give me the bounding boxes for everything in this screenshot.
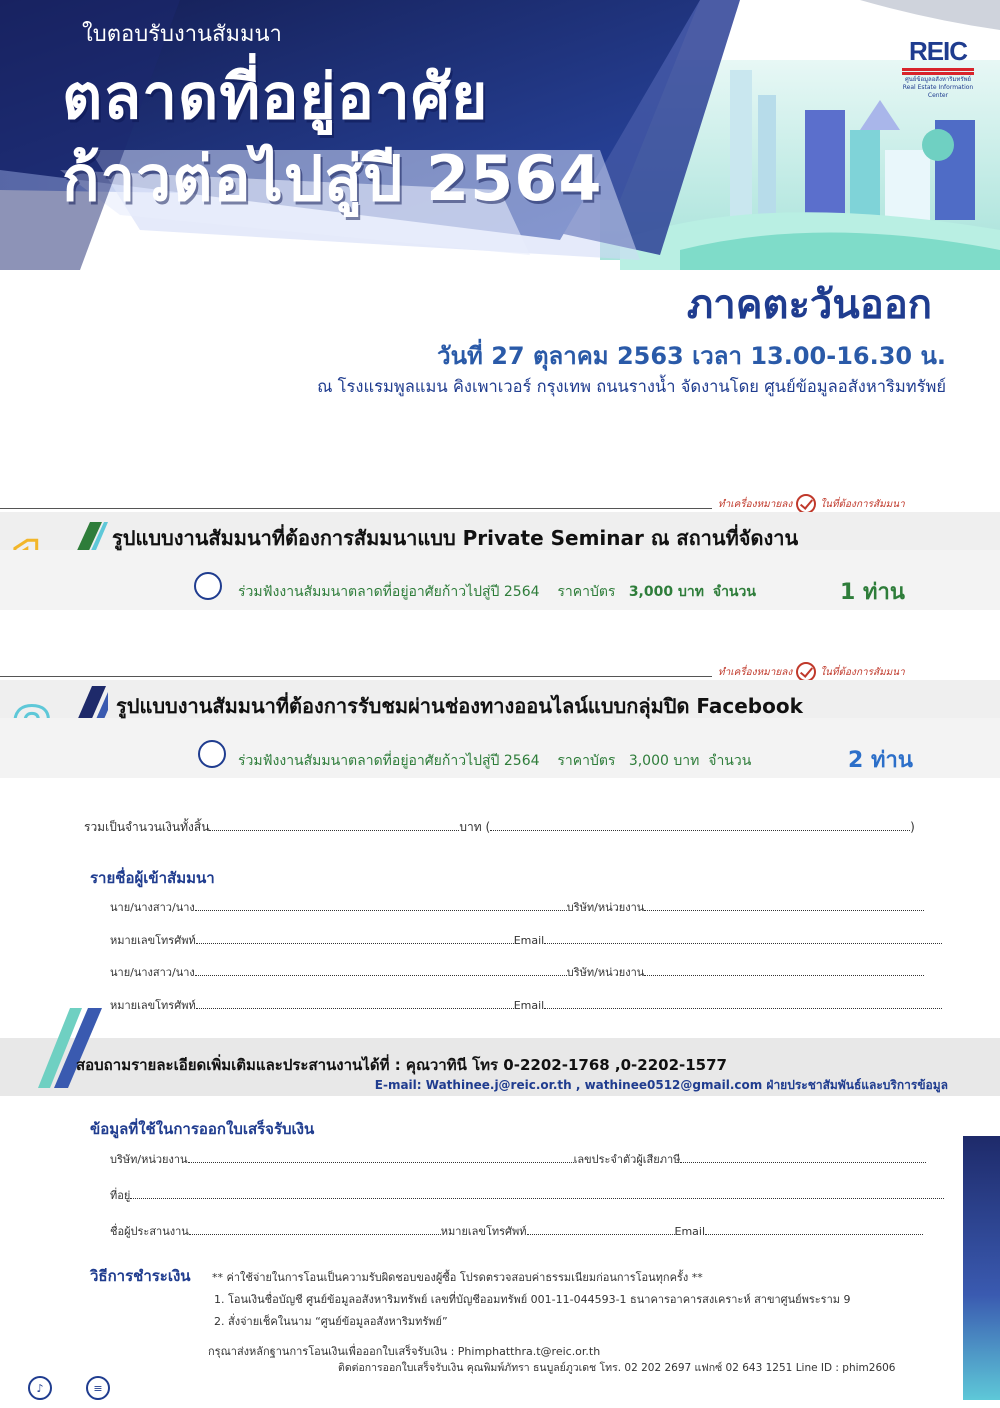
section2-option <box>238 750 751 772</box>
payment-heading: วิธีการชำระเงิน <box>90 1267 191 1285</box>
section2-count: 2 ท่าน <box>848 748 913 773</box>
section2-title: รูปแบบงานสัมมนาที่ต้องการรับชมผ่านช่องทางออนไลน์แบบกลุ่มปิด Facebook <box>116 694 803 718</box>
section1-qty-label: จำนวน <box>712 584 756 600</box>
attendees-heading: รายชื่อผู้เข้าสัมมนา <box>90 869 215 887</box>
section1-mark-note <box>718 494 905 514</box>
payment-proof: กรุณาส่งหลักฐานการโอนเงินเพื่อออกใบเสร็จรับเงิน : Phimphatthra.t@reic.or.th <box>208 1345 601 1358</box>
invoice-coordinator-label: ชื่อผู้ประสานงาน <box>110 1225 189 1238</box>
contact-line2: E-mail: Wathinee.j@reic.or.th , wathinee0512@gmail.com ฝ่ายประชาสัมพันธ์และบริการข้อมูล <box>374 1078 948 1092</box>
logo-subtext-en: Real Estate Information Center <box>902 84 974 99</box>
invoice-email-field[interactable] <box>705 1225 923 1235</box>
attendee2-company-field[interactable] <box>644 966 924 976</box>
total-unit: บาท ( <box>459 820 491 834</box>
section2-price: 3,000 บาท <box>628 753 700 769</box>
main-title-line2: ก้าวต่อไปสู่ปี 2564 <box>62 142 603 215</box>
check-icon <box>796 494 816 514</box>
region-title: ภาคตะวันออก <box>686 282 932 328</box>
section2-rule <box>0 676 712 677</box>
total-label: รวมเป็นจำนวนเงินทั้งสิ้น <box>84 820 210 834</box>
total-amount-row <box>84 818 915 837</box>
invoice-tax-label: เลขประจำตัวผู้เสียภาษี <box>573 1153 681 1166</box>
attendee2-name-row <box>110 963 924 981</box>
attendee1-email-field[interactable] <box>544 934 942 944</box>
invoice-address-field[interactable] <box>130 1189 944 1199</box>
invoice-company-label: บริษัท/หน่วยงาน <box>110 1153 188 1166</box>
section1-price-label: ราคาบัตร <box>557 584 616 600</box>
logo-mark: REIC <box>908 36 968 66</box>
attendee1-contact-row <box>110 931 942 949</box>
section2-radio[interactable] <box>198 740 226 768</box>
receipt-contact: ติดต่อการออกใบเสร็จรับเงิน คุณพิมพ์ภัทรา ธนบูลย์ภูวเดช โทร. 02 202 2697 แฟกซ์ 02 643 1251 Line ID : phim2606 <box>338 1362 896 1374</box>
section1-count: 1 ท่าน <box>840 580 905 605</box>
payment-item2: 2. สั่งจ่ายเช็คในนาม “ศูนย์ข้อมูลอสังหาริมทรัพย์” <box>214 1315 448 1328</box>
attendee2-email-field[interactable] <box>544 999 942 1009</box>
invoice-phone-label: หมายเลขโทรศัพท์ <box>440 1225 527 1238</box>
invoice-company-field[interactable] <box>188 1153 574 1163</box>
attendee1-name-field[interactable] <box>195 901 567 911</box>
side-decoration-bar <box>963 1136 1000 1400</box>
invoice-tax-field[interactable] <box>680 1153 926 1163</box>
attendee1-phone-field[interactable] <box>196 934 514 944</box>
decorative-slashes-icon <box>36 1004 106 1090</box>
invoice-heading: ข้อมูลที่ใช้ในการออกใบเสร็จรับเงิน <box>90 1120 315 1138</box>
total-amount-field[interactable] <box>209 821 459 831</box>
invoice-coordinator-field[interactable] <box>189 1225 441 1235</box>
total-words-field[interactable] <box>490 821 910 831</box>
main-title-line1: ตลาดที่อยู่อาศัย <box>62 60 489 133</box>
mark-note-suffix: ในที่ต้องการสัมมนา <box>820 666 905 678</box>
invoice-email-label: Email <box>674 1225 706 1238</box>
phone-label: หมายเลขโทรศัพท์ <box>110 934 196 947</box>
reic-logo <box>898 36 978 99</box>
phone-label: หมายเลขโทรศัพท์ <box>110 999 196 1012</box>
section1-rule <box>0 508 712 509</box>
section2-mark-note <box>718 662 905 682</box>
pre-title: ใบตอบรับงานสัมมนา <box>82 22 282 47</box>
attendee1-name-row <box>110 898 924 916</box>
section1-title: รูปแบบงานสัมมนาที่ต้องการสัมมนาแบบ Private Seminar ณ สถานที่จัดงาน <box>112 526 799 550</box>
name-label: นาย/นางสาว/นาง <box>110 966 195 979</box>
mark-note-suffix: ในที่ต้องการสัมมนา <box>820 498 905 510</box>
event-venue: ณ โรงแรมพูลแมน คิงเพาเวอร์ กรุงเทพ ถนนรางน้ำ จัดงานโดย ศูนย์ข้อมูลอสังหาริมทรัพย์ <box>317 377 946 396</box>
company-label: บริษัท/หน่วยงาน <box>566 966 645 979</box>
company-label: บริษัท/หน่วยงาน <box>566 901 645 914</box>
check-icon <box>796 662 816 682</box>
section1-option <box>238 581 756 603</box>
payment-item1: 1. โอนเงินชื่อบัญชี ศูนย์ข้อมูลอสังหาริมทรัพย์ เลขที่บัญชีออมทรัพย์ 001-11-044593-1 ธนาคารอาคารสงเคราะห์ สาขาศูนย์พระราม 9 <box>214 1293 851 1306</box>
invoice-phone-field[interactable] <box>527 1225 675 1235</box>
section2-qty-label: จำนวน <box>708 753 752 769</box>
section1-radio[interactable] <box>194 572 222 600</box>
name-label: นาย/นางสาว/นาง <box>110 901 195 914</box>
section2-price-label: ราคาบัตร <box>557 753 616 769</box>
payment-note: ** ค่าใช้จ่ายในการโอนเป็นความรับผิดชอบของผู้ซื้อ โปรดตรวจสอบค่าธรรมเนียมก่อนการโอนทุกครั้ง ** <box>212 1271 703 1284</box>
logo-subtext: ศูนย์ข้อมูลอสังหาริมทรัพย์ <box>904 76 972 83</box>
attendee2-contact-row <box>110 996 942 1014</box>
equalizer-icon[interactable]: ≡ <box>86 1376 110 1400</box>
email-label: Email <box>513 999 545 1012</box>
audio-icon[interactable]: ♪ <box>28 1376 52 1400</box>
attendee2-phone-field[interactable] <box>196 999 514 1009</box>
mark-note-prefix: ทำเครื่องหมายลง <box>718 666 793 678</box>
invoice-company-row <box>110 1150 926 1168</box>
event-date-time: วันที่ 27 ตุลาคม 2563 เวลา 13.00-16.30 น. <box>437 342 946 370</box>
invoice-address-row <box>110 1186 944 1204</box>
section2-option-text: ร่วมฟังงานสัมมนาตลาดที่อยู่อาศัยก้าวไปสู่ปี 2564 <box>238 753 540 769</box>
contact-line1: สอบถามรายละเอียดเพิ่มเติมและประสานงานได้ที่ : คุณวาทินี โทร 0-2202-1768 ,0-2202-1577 <box>76 1056 727 1074</box>
invoice-address-label: ที่อยู่ <box>110 1189 131 1202</box>
invoice-contact-row <box>110 1222 923 1240</box>
email-label: Email <box>513 934 545 947</box>
section1-option-text: ร่วมฟังงานสัมมนาตลาดที่อยู่อาศัยก้าวไปสู่ปี 2564 <box>238 584 540 600</box>
attendee1-company-field[interactable] <box>644 901 924 911</box>
attendee2-name-field[interactable] <box>195 966 567 976</box>
mark-note-prefix: ทำเครื่องหมายลง <box>718 498 793 510</box>
section1-price: 3,000 บาท <box>628 584 704 600</box>
total-close: ) <box>910 820 915 834</box>
